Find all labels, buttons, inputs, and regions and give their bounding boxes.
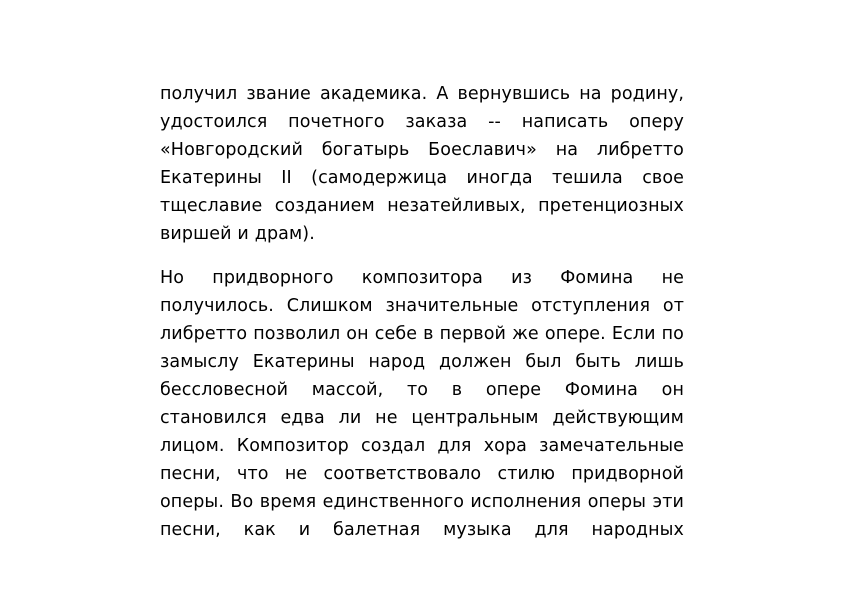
- paragraph-1: получил звание академика. А вернувшись на родину, удостоился почетного заказа -- написать оперу «Новгородский богатырь Боеславич» на либретто Екатерины II (самодержица иногда тешила свое тщеславие созданием незатейливых, претенциозных виршей и драм).: [160, 84, 684, 244]
- text-column: [160, 80, 684, 572]
- paragraph-2: Но придворного композитора из Фомина не получилось. Слишком значительные отступления от либретто позволил он себе в первой же опере. Если по замыслу Екатерины народ должен был быть лишь бессловесной массой, то в опере Фомина он становился едва ли не центральным действующим лицом. Композитор создал для хора замечательные песни, что не соответствовало стилю придворной оперы. Во время единственного исполнения оперы эти песни, как и балетная музыка для народных: [160, 268, 684, 540]
